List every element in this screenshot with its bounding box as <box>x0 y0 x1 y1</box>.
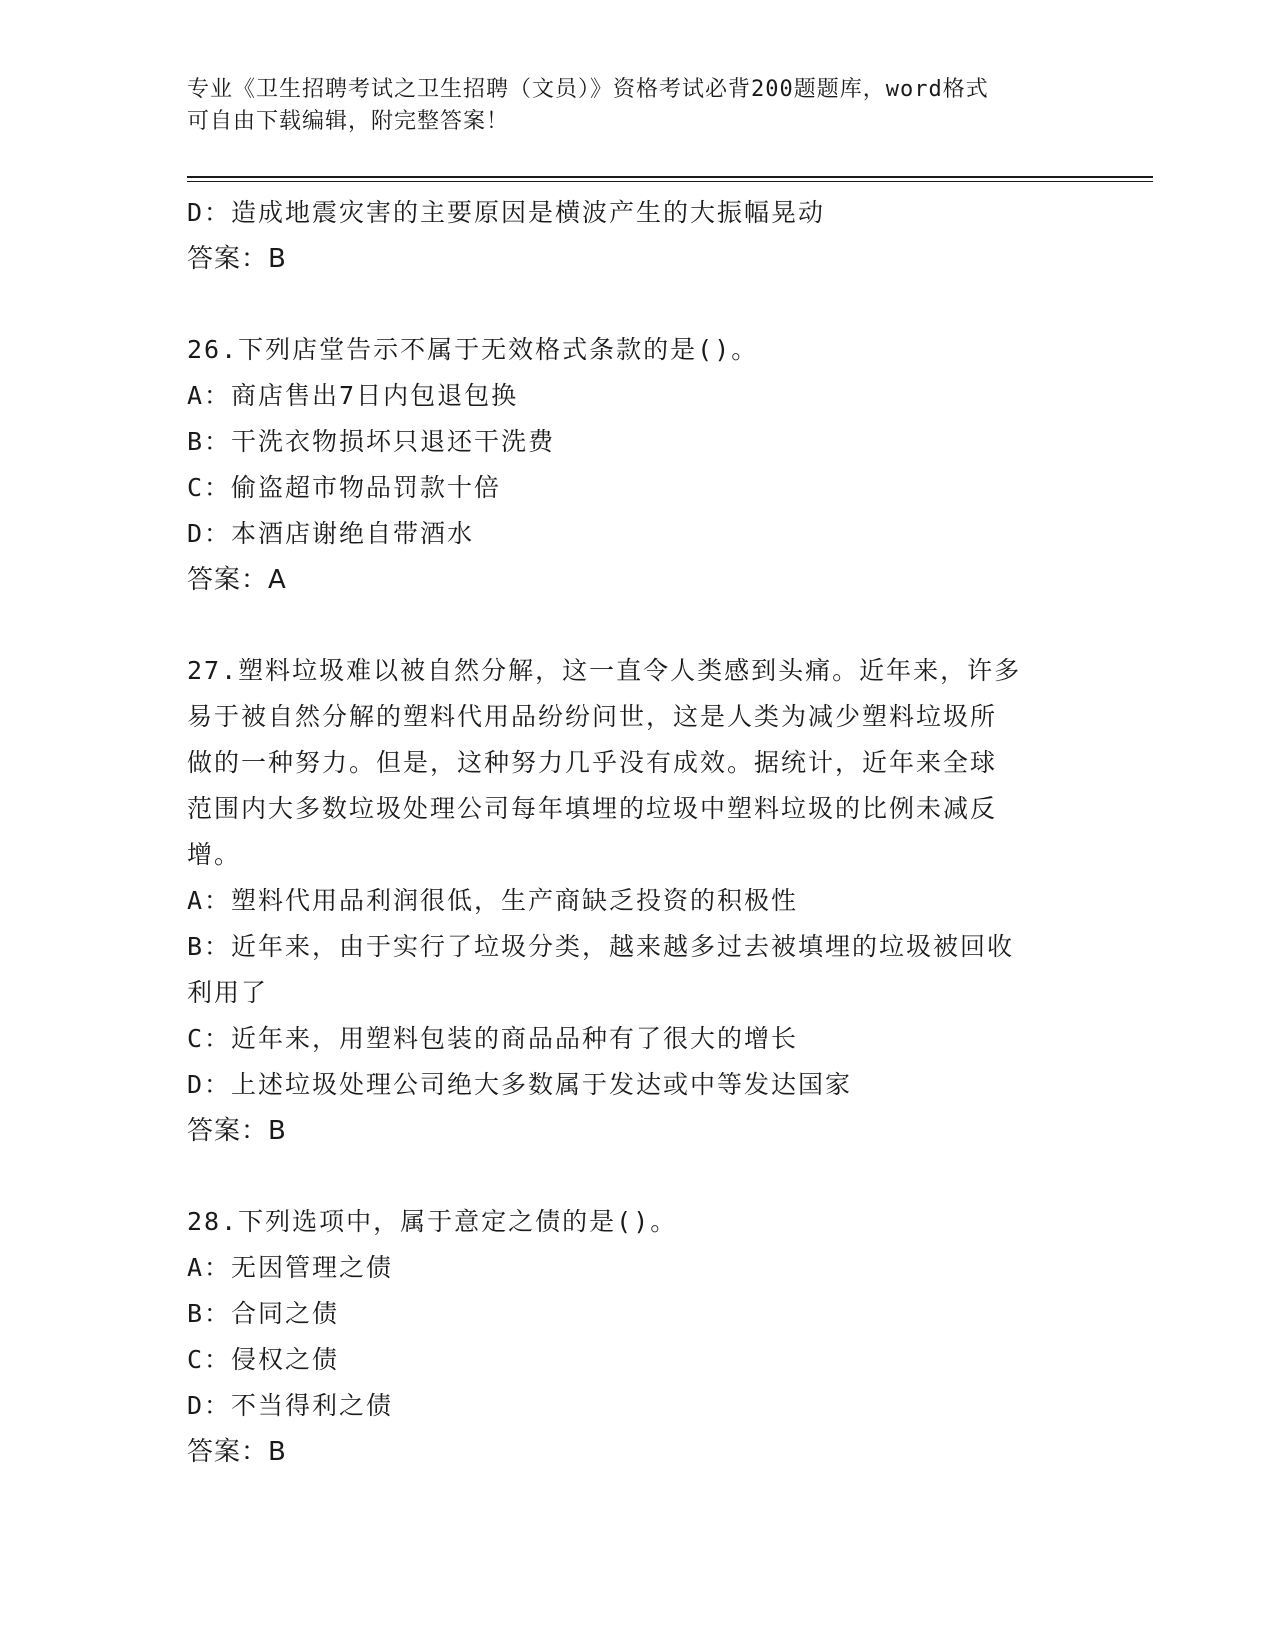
question-list <box>187 190 1087 1475</box>
option-d: D：上述垃圾处理公司绝大多数属于发达或中等发达国家 <box>187 1070 853 1099</box>
spacer <box>187 603 1087 648</box>
answer: 答案：B <box>187 1116 287 1146</box>
option-a: A：无因管理之债 <box>187 1253 394 1282</box>
question-stem-line-1: 27.塑料垃圾难以被自然分解，这一直令人类感到头痛。近年来，许多 <box>187 656 1022 685</box>
question-stem: 26.下列店堂告示不属于无效格式条款的是()。 <box>187 335 759 364</box>
answer: 答案：B <box>187 1437 287 1467</box>
question-stem-line-3: 做的一种努力。但是，这种努力几乎没有成效。据统计，近年来全球 <box>187 748 998 777</box>
answer: 答案：B <box>187 244 287 274</box>
header-rule-thick <box>187 176 1153 178</box>
header-rule-thin <box>187 181 1153 182</box>
page-header <box>187 74 1087 138</box>
option-b: B：干洗衣物损坏只退还干洗费 <box>187 427 556 456</box>
question-28 <box>187 1199 1087 1475</box>
option-c: C：近年来，用塑料包装的商品品种有了很大的增长 <box>187 1024 799 1053</box>
option-a: A：商店售出7日内包退包换 <box>187 381 519 410</box>
question-stem-line-5: 增。 <box>187 840 242 869</box>
spacer <box>187 1154 1087 1199</box>
question-27 <box>187 648 1087 1154</box>
answer: 答案：A <box>187 565 287 595</box>
question-stem-line-2: 易于被自然分解的塑料代用品纷纷问世，这是人类为减少塑料垃圾所 <box>187 702 998 731</box>
header-title-line-2: 可自由下载编辑，附完整答案！ <box>187 109 510 134</box>
question-stem-line-4: 范围内大多数垃圾处理公司每年填埋的垃圾中塑料垃圾的比例未减反 <box>187 794 998 823</box>
option-b-line-2: 利用了 <box>187 978 269 1007</box>
header-title-line-1: 专业《卫生招聘考试之卫生招聘（文员）》资格考试必背200题题库，word格式 <box>187 77 989 102</box>
option-c: C：侵权之债 <box>187 1345 340 1374</box>
question-25-tail <box>187 190 1087 282</box>
option-d: D：不当得利之债 <box>187 1391 394 1420</box>
option-a: A：塑料代用品利润很低，生产商缺乏投资的积极性 <box>187 886 799 915</box>
option-c: C：偷盗超市物品罚款十倍 <box>187 473 502 502</box>
option-b-line-1: B：近年来，由于实行了垃圾分类，越来越多过去被填埋的垃圾被回收 <box>187 932 1015 961</box>
spacer <box>187 282 1087 327</box>
option-d: D：本酒店谢绝自带酒水 <box>187 519 475 548</box>
question-stem: 28.下列选项中，属于意定之债的是()。 <box>187 1207 678 1236</box>
question-26 <box>187 327 1087 603</box>
option-d: D：造成地震灾害的主要原因是横波产生的大振幅晃动 <box>187 198 826 227</box>
option-b: B：合同之债 <box>187 1299 340 1328</box>
